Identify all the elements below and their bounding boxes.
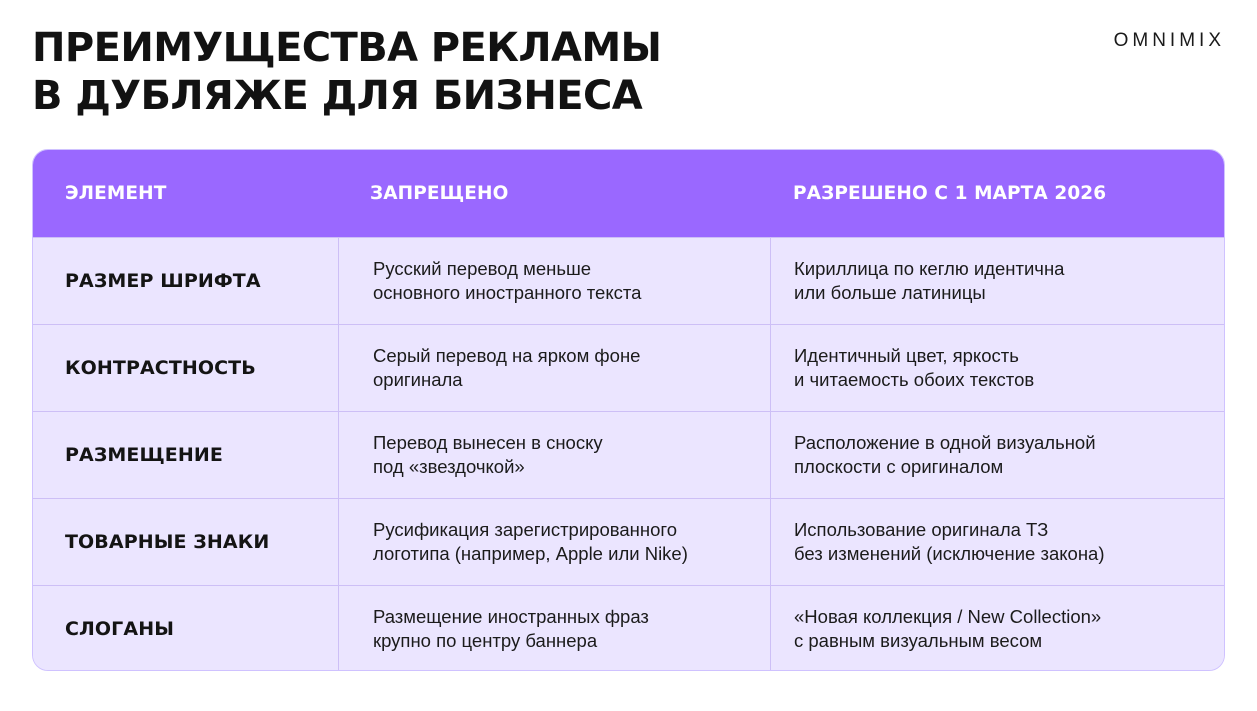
- row-element-label: РАЗМЕР ШРИФТА: [65, 270, 261, 292]
- row-allowed-text: Идентичный цвет, яркость и читаемость обоих текстов: [794, 345, 1035, 390]
- row-element-label: СЛОГАНЫ: [65, 618, 174, 640]
- row-forbidden-cell: [338, 238, 770, 324]
- row-allowed-text: Расположение в одной визуальной плоскости с оригиналом: [794, 432, 1096, 477]
- comparison-table: [32, 149, 1225, 671]
- table-row: [33, 324, 1224, 411]
- row-forbidden-cell: [338, 499, 770, 585]
- table-header: [33, 150, 1224, 237]
- row-element-label: КОНТРАСТНОСТЬ: [65, 357, 256, 379]
- page-title: [32, 24, 661, 120]
- row-element-label: РАЗМЕЩЕНИЕ: [65, 444, 223, 466]
- table-row: [33, 498, 1224, 585]
- row-forbidden-text: Серый перевод на ярком фоне оригинала: [373, 345, 641, 390]
- row-forbidden-cell: [338, 586, 770, 671]
- row-forbidden-text: Размещение иностранных фраз крупно по центру баннера: [373, 606, 649, 651]
- row-forbidden-text: Русский перевод меньше основного иностранного текста: [373, 258, 642, 303]
- header-forbidden: ЗАПРЕЩЕНО: [370, 183, 509, 204]
- row-allowed-cell: [770, 238, 1224, 324]
- header-allowed: РАЗРЕШЕНО С 1 МАРТА 2026: [793, 183, 1107, 204]
- row-element-label: ТОВАРНЫЕ ЗНАКИ: [65, 531, 270, 553]
- header-element: ЭЛЕМЕНТ: [65, 183, 167, 204]
- table-row: [33, 411, 1224, 498]
- page-title-line-1: ПРЕИМУЩЕСТВА РЕКЛАМЫ: [32, 25, 662, 71]
- row-allowed-cell: [770, 499, 1224, 585]
- table-row: [33, 237, 1224, 324]
- row-allowed-text: Кириллица по кеглю идентична или больше латиницы: [794, 258, 1065, 303]
- row-allowed-cell: [770, 412, 1224, 498]
- brand-logo: OMNIMIX: [1113, 30, 1225, 51]
- row-allowed-text: Использование оригинала ТЗ без изменений (исключение закона): [794, 519, 1105, 564]
- row-allowed-cell: [770, 586, 1224, 671]
- row-forbidden-cell: [338, 412, 770, 498]
- row-allowed-text: «Новая коллекция / New Collection» с равным визуальным весом: [794, 606, 1102, 651]
- row-allowed-cell: [770, 325, 1224, 411]
- row-forbidden-text: Русификация зарегистрированного логотипа (например, Apple или Nike): [373, 519, 688, 564]
- table-row: [33, 585, 1224, 671]
- page-title-line-2: В ДУБЛЯЖЕ ДЛЯ БИЗНЕСА: [32, 73, 643, 119]
- row-forbidden-text: Перевод вынесен в сноску под «звездочкой»: [373, 432, 603, 477]
- row-forbidden-cell: [338, 325, 770, 411]
